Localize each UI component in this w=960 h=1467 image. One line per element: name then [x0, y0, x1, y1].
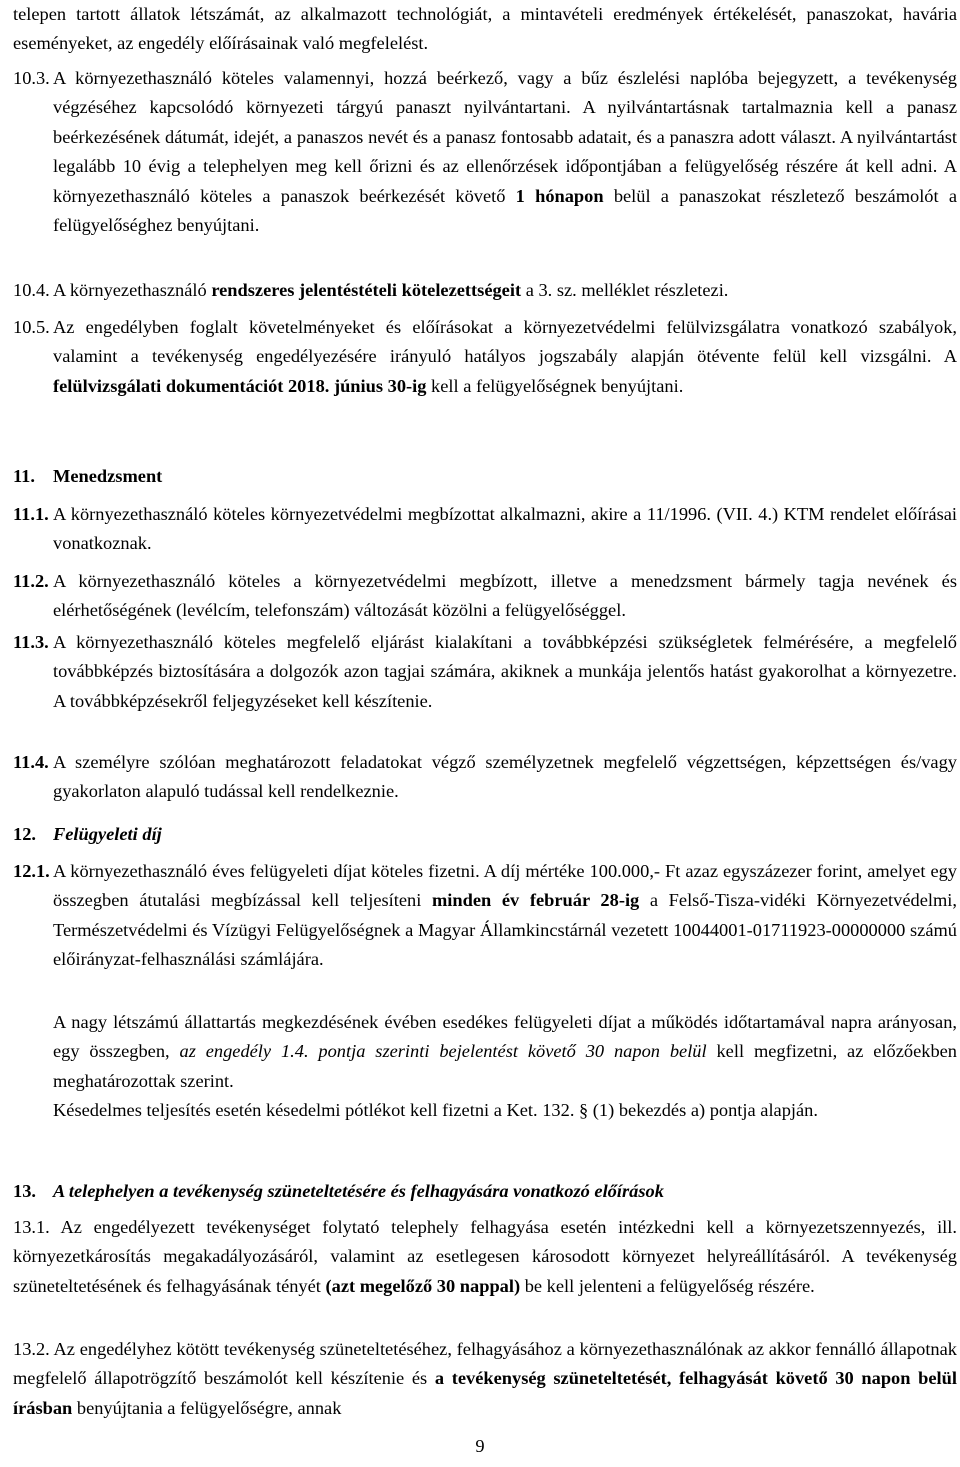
- section-text: A környezethasználó köteles megfelelő eljárást kialakítani a továbbképzési szükségletek felmérésére, a megfelelő továbbképzés biztosítására a dolgozók azon tagjai számára, akiknek a munkája jelentős hatást gyakorolhat a környezetre. A továbbképzésekről feljegyzéseket kell készítenie.: [53, 632, 957, 711]
- heading-13: [13, 1177, 957, 1206]
- section-text: A környezethasználó köteles a környezetvédelmi megbízott, illetve a menedzsment bármely tagja nevének és elérhetőségének (levélcím, telefonszám) változását közölni a felügyelőséggel.: [53, 571, 957, 621]
- heading-number: 13.: [13, 1181, 36, 1201]
- section-12-paragraph-3: Késedelmes teljesítés esetén késedelmi pótlékot kell fizetni a Ket. 132. § (1) bekezdés a) pontja alapján.: [53, 1100, 818, 1120]
- heading-title: A telephelyen a tevékenység szüneteltetésére és felhagyására vonatkozó előírások: [53, 1181, 664, 1201]
- section-text: A környezethasználó éves felügyeleti díjat köteles fizetni. A díj mértéke 100.000,- Ft azaz egyszázezer forint, amelyet egy összegben átutalási megbízással kell teljesíteni minden év február 28-ig a Felső-Tisza-vidéki Környezetvédelmi, Természetvédelmi és Vízügyi Felügyelőségnek a Magyar Államkincstárnál vezetett 10044001-01711923-00000000 számú előirányzat-felhasználási számlájára.: [53, 861, 957, 970]
- paragraph-continuation: telepen tartott állatok létszámát, az alkalmazott technológiát, a mintavételi eredmények értékelését, panaszokat, havária eseményeket, az engedély előírásainak való megfelelést.: [13, 4, 957, 54]
- section-number: 11.2.: [13, 571, 49, 591]
- section-number: 11.1.: [13, 504, 49, 524]
- section-number: 10.5.: [13, 317, 50, 337]
- section-number: 10.3.: [13, 68, 50, 88]
- section-10-5: [13, 313, 957, 401]
- section-text: Az engedélyben foglalt követelményeket és előírásokat a környezetvédelmi felülvizsgálatra vonatkozó szabályok, valamint a tevékenység engedélyezésére irányuló hatályos jogszabály alapján ötévente felül kell vizsgálni. A felülvizsgálati dokumentációt 2018. június 30-ig kell a felügyelőségnek benyújtani.: [53, 317, 957, 396]
- section-text: A környezethasználó rendszeres jelentéstételi kötelezettségeit a 3. sz. melléklet részletezi.: [53, 280, 729, 300]
- section-11-1: [13, 500, 957, 559]
- section-number: 11.3.: [13, 632, 49, 652]
- section-12-paragraph-2: A nagy létszámú állattartás megkezdésének évében esedékes felügyeleti díjat a működés időtartamával napra arányosan, egy összegben, az engedély 1.4. pontja szerinti bejelentést követő 30 napon belül kell megfizetni, az előzőekben meghatározottak szerint.: [53, 1012, 957, 1091]
- section-13-1: 13.1. Az engedélyezett tevékenységet folytató telephely felhagyása esetén intézkedni kell a környezetszennyezés, ill. környezetkárosítás megakadályozásáról, valamint az esetlegesen károsodott környezet helyreállításáról. A tevékenység szüneteltetésének és felhagyásának tényét (azt megelőző 30 nappal) be kell jelenteni a felügyelőség részére.: [13, 1217, 957, 1296]
- section-11-4: [13, 748, 957, 807]
- section-text: A környezethasználó köteles környezetvédelmi megbízottat alkalmazni, akire a 11/1996. (VII. 4.) KTM rendelet előírásai vonatkoznak.: [53, 504, 957, 554]
- section-10-3: [13, 64, 957, 240]
- section-text: A környezethasználó köteles valamennyi, hozzá beérkező, vagy a bűz észlelési naplóba bejegyzett, a tevékenység végzéséhez kapcsolódó környezeti tárgyú panaszt nyilvántartani. A nyilvántartásnak tartalmaznia kell a panasz beérkezésének dátumát, idejét, a panaszos nevét és a panasz fontosabb adatait, és a panaszra adott választ. A nyilvántartást legalább 10 évig a telephelyen meg kell őrizni és az ellenőrzések időpontjában a felügyelőség részére át kell adni. A környezethasználó köteles a panaszok beérkezését követő 1 hónapon belül a panaszokat részletező beszámolót a felügyelőséghez benyújtani.: [53, 68, 957, 236]
- section-13-2: 13.2. Az engedélyhez kötött tevékenység szüneteltetéséhez, felhagyásához a környezethasználónak az akkor fennálló állapotnak megfelelő állapotrögzítő beszámolót kell készítenie és a tevékenység szüneteltetését, felhagyását követő 30 napon belül írásban benyújtania a felügyelőségre, annak: [13, 1339, 957, 1418]
- section-number: 11.4.: [13, 752, 49, 772]
- heading-number: 12.: [13, 824, 36, 844]
- heading-title: Menedzsment: [53, 466, 163, 486]
- section-11-2: [13, 567, 957, 626]
- section-12-1: [13, 857, 957, 975]
- section-text: A személyre szólóan meghatározott feladatokat végző személyzetnek megfelelő végzettségen, képzettségen és/vagy gyakorlaton alapuló tudással kell rendelkeznie.: [53, 752, 957, 802]
- heading-title: Felügyeleti díj: [53, 824, 162, 844]
- section-11-3: [13, 628, 957, 716]
- section-number: 12.1.: [13, 861, 50, 881]
- section-number: 10.4.: [13, 280, 50, 300]
- heading-12: [13, 820, 957, 849]
- section-10-4: [13, 276, 957, 305]
- heading-11: [13, 462, 957, 491]
- heading-number: 11.: [13, 466, 35, 486]
- page-number: 9: [475, 1436, 485, 1456]
